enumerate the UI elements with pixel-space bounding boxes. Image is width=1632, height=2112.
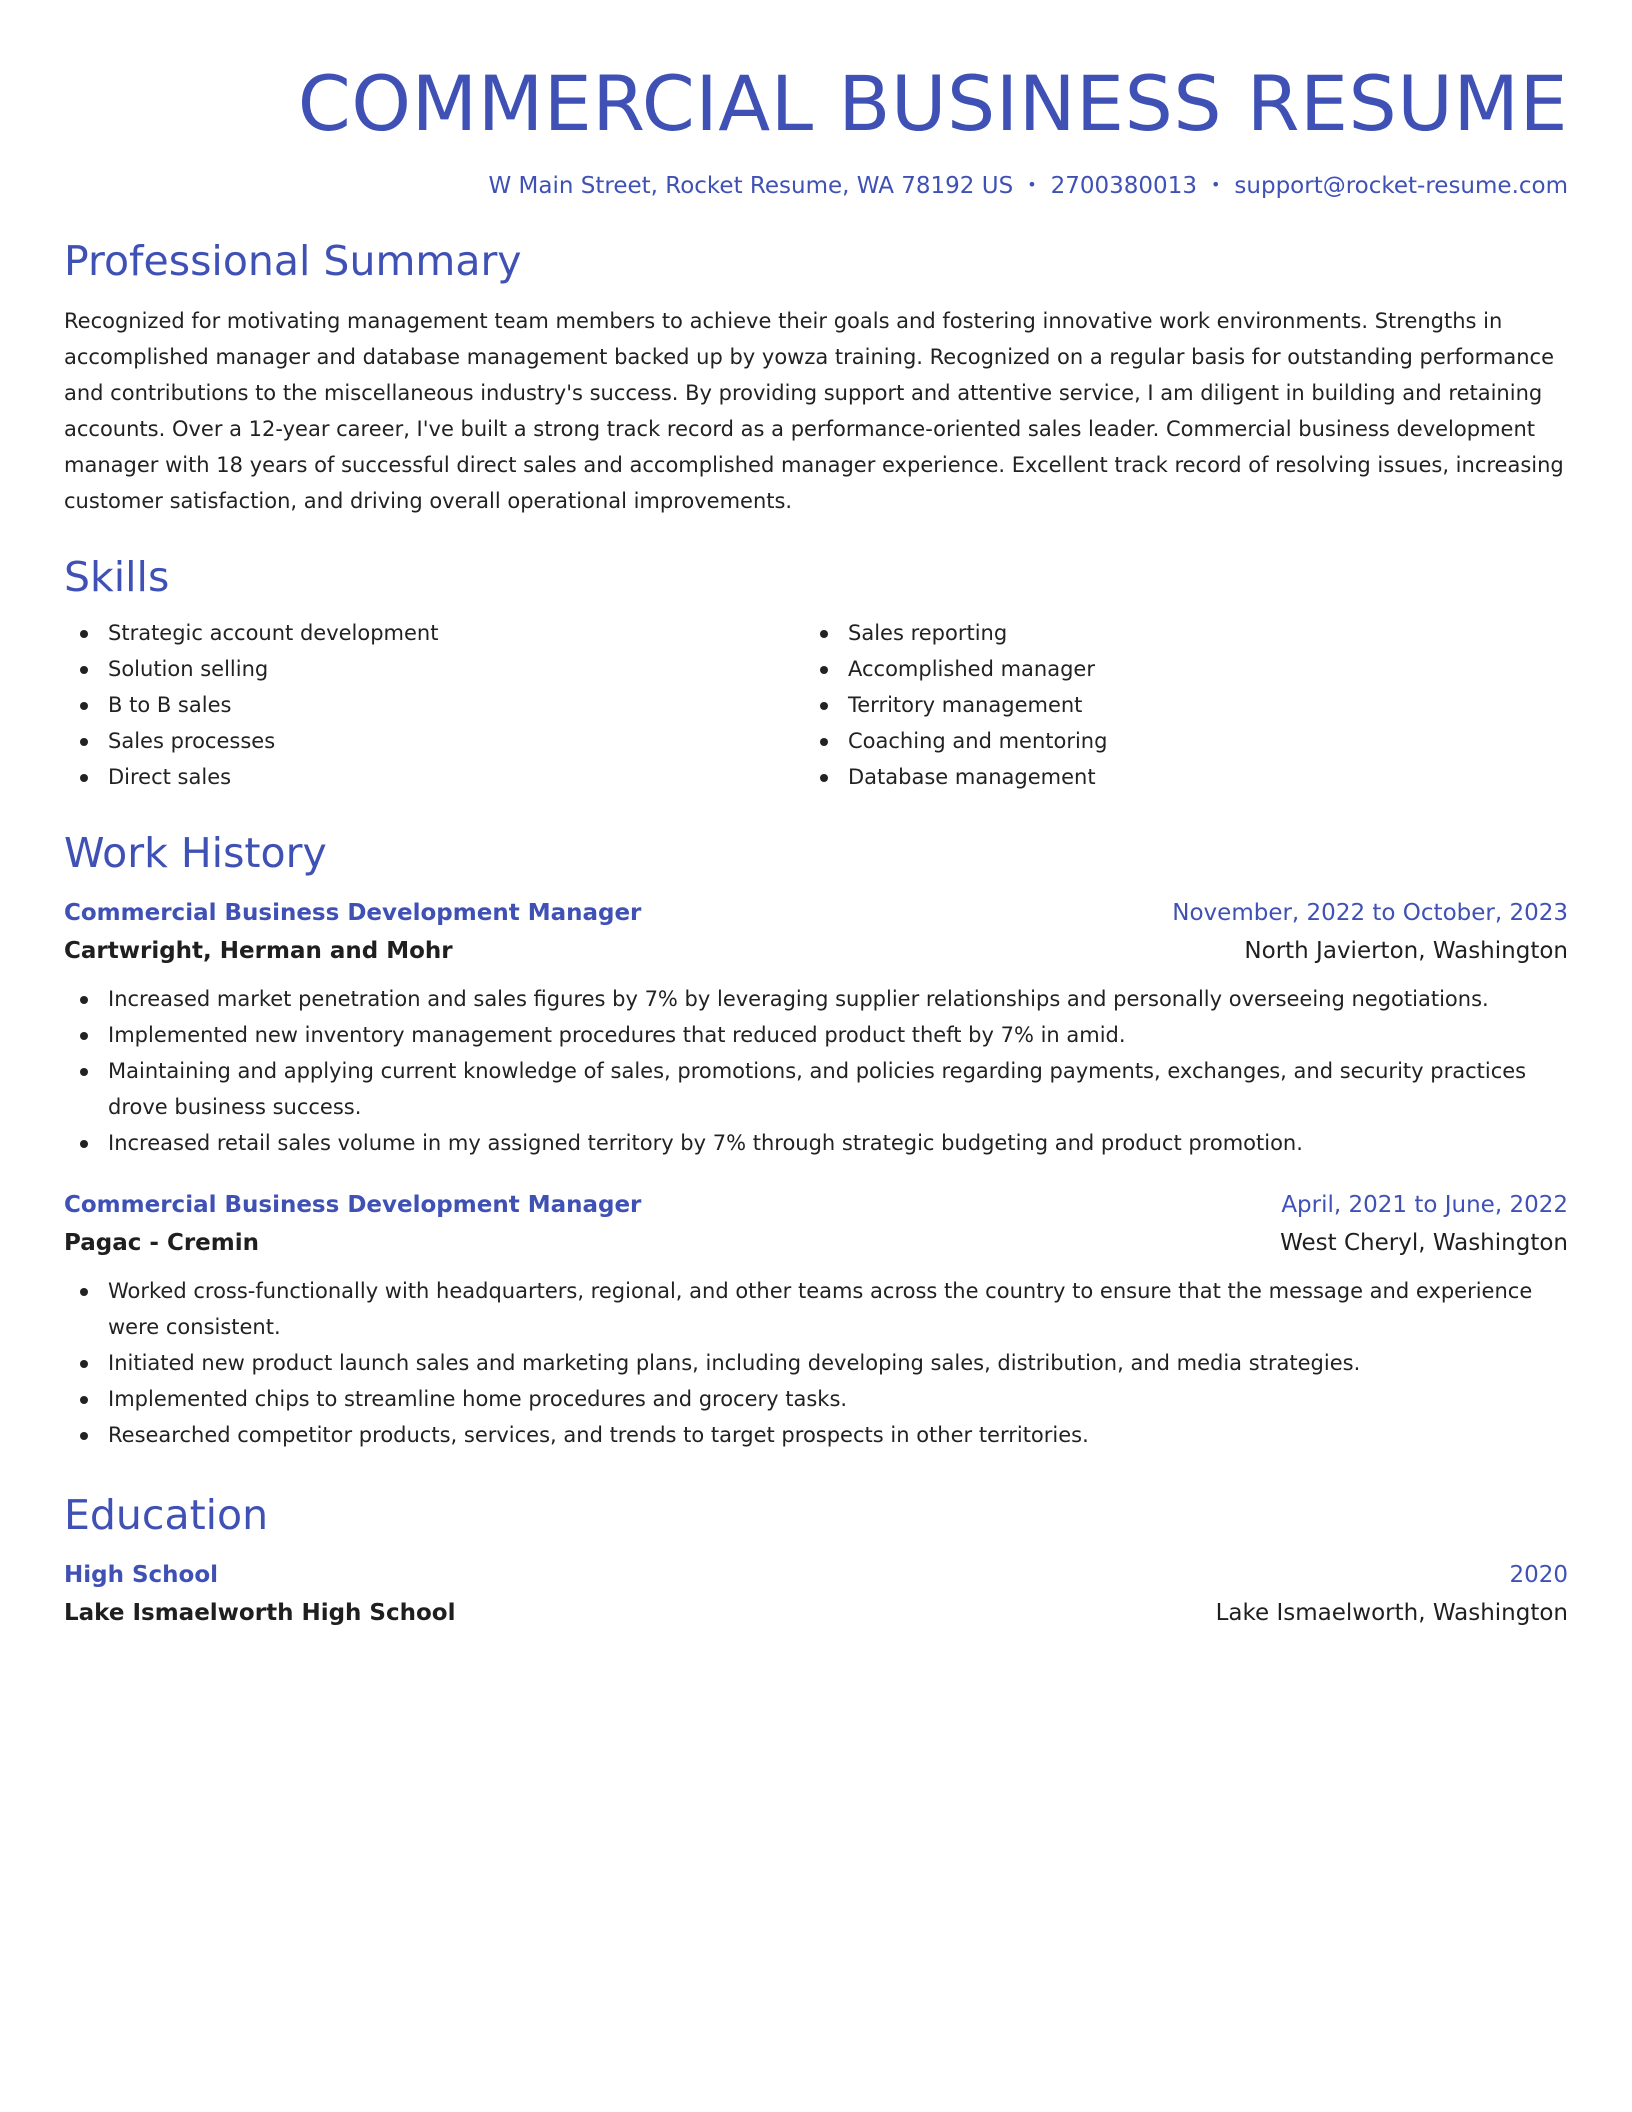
contact-address: W Main Street, Rocket Resume, WA 78192 US [488, 173, 1014, 199]
job-bullet: Increased market penetration and sales figures by 7% by leveraging supplier relationships and personally overseeing negotiations. [64, 981, 1568, 1017]
skills-column-left [64, 615, 804, 795]
skill-item: Coaching and mentoring [804, 723, 1544, 759]
job-role: Commercial Business Development Manager [64, 900, 642, 926]
job-dates: April, 2021 to June, 2022 [1281, 1192, 1568, 1218]
job-company: Cartwright, Herman and Mohr [64, 938, 453, 964]
skill-item: Database management [804, 759, 1544, 795]
job-bullets [64, 981, 1568, 1161]
job-location: West Cheryl, Washington [1280, 1230, 1568, 1256]
skill-item: Sales reporting [804, 615, 1544, 651]
education-entry [64, 1557, 1568, 1633]
resume-header [64, 56, 1568, 203]
work-history-heading: Work History [64, 829, 327, 877]
skill-item: Accomplished manager [804, 651, 1544, 687]
job-entry [64, 895, 1568, 1161]
skill-item: Direct sales [64, 759, 804, 795]
job-bullet: Increased retail sales volume in my assigned territory by 7% through strategic budgeting and product promotion. [64, 1125, 1568, 1161]
resume-title: COMMERCIAL BUSINESS RESUME [297, 59, 1568, 148]
job-bullet: Initiated new product launch sales and marketing plans, including developing sales, distribution, and media strategies. [64, 1345, 1568, 1381]
education-year: 2020 [1509, 1562, 1568, 1588]
contact-line [64, 168, 1568, 203]
skills-heading: Skills [64, 553, 170, 601]
job-company: Pagac - Cremin [64, 1230, 259, 1256]
job-bullet: Implemented new inventory management procedures that reduced product theft by 7% in amid. [64, 1017, 1568, 1053]
job-bullet: Researched competitor products, services, and trends to target prospects in other territories. [64, 1417, 1568, 1453]
education-school: Lake Ismaelworth High School [64, 1600, 456, 1626]
contact-email: support@rocket-resume.com [1234, 173, 1568, 199]
job-bullet: Maintaining and applying current knowledge of sales, promotions, and policies regarding payments, exchanges, and security practices drove business success. [64, 1053, 1568, 1125]
education-degree: High School [64, 1562, 219, 1588]
job-location: North Javierton, Washington [1244, 938, 1568, 964]
job-entry [64, 1187, 1568, 1453]
job-role: Commercial Business Development Manager [64, 1192, 642, 1218]
skill-item: B to B sales [64, 687, 804, 723]
skill-item: Strategic account development [64, 615, 804, 651]
education-location: Lake Ismaelworth, Washington [1215, 1600, 1568, 1626]
skill-item: Solution selling [64, 651, 804, 687]
job-bullet: Implemented chips to streamline home procedures and grocery tasks. [64, 1381, 1568, 1417]
summary-heading: Professional Summary [64, 237, 522, 285]
education-heading: Education [64, 1491, 269, 1539]
contact-phone: 2700380013 [1050, 173, 1197, 199]
skills-list [64, 615, 1568, 795]
contact-separator: • [1027, 175, 1037, 194]
skill-item: Territory management [804, 687, 1544, 723]
skill-item: Sales processes [64, 723, 804, 759]
skills-column-right [804, 615, 1544, 795]
summary-text: Recognized for motivating management team members to achieve their goals and fostering innovative work environments. Strengths in accomplished manager and database management backed up by yowza training. Recognized on a regular basis for outstanding performance and contributions to the miscellaneous industry's success. By providing support and attentive service, I am diligent in building and retaining accounts. Over a 12-year career, I've built a strong track record as a performance-oriented sales leader. Commercial business development manager with 18 years of successful direct sales and accomplished manager experience. Excellent track record of resolving issues, increasing customer satisfaction, and driving overall operational improvements. [64, 309, 1564, 513]
job-dates: November, 2022 to October, 2023 [1172, 900, 1568, 926]
job-bullets [64, 1273, 1568, 1453]
job-bullet: Worked cross-functionally with headquarters, regional, and other teams across the country to ensure that the message and experience were consistent. [64, 1273, 1568, 1345]
contact-separator: • [1210, 175, 1221, 194]
